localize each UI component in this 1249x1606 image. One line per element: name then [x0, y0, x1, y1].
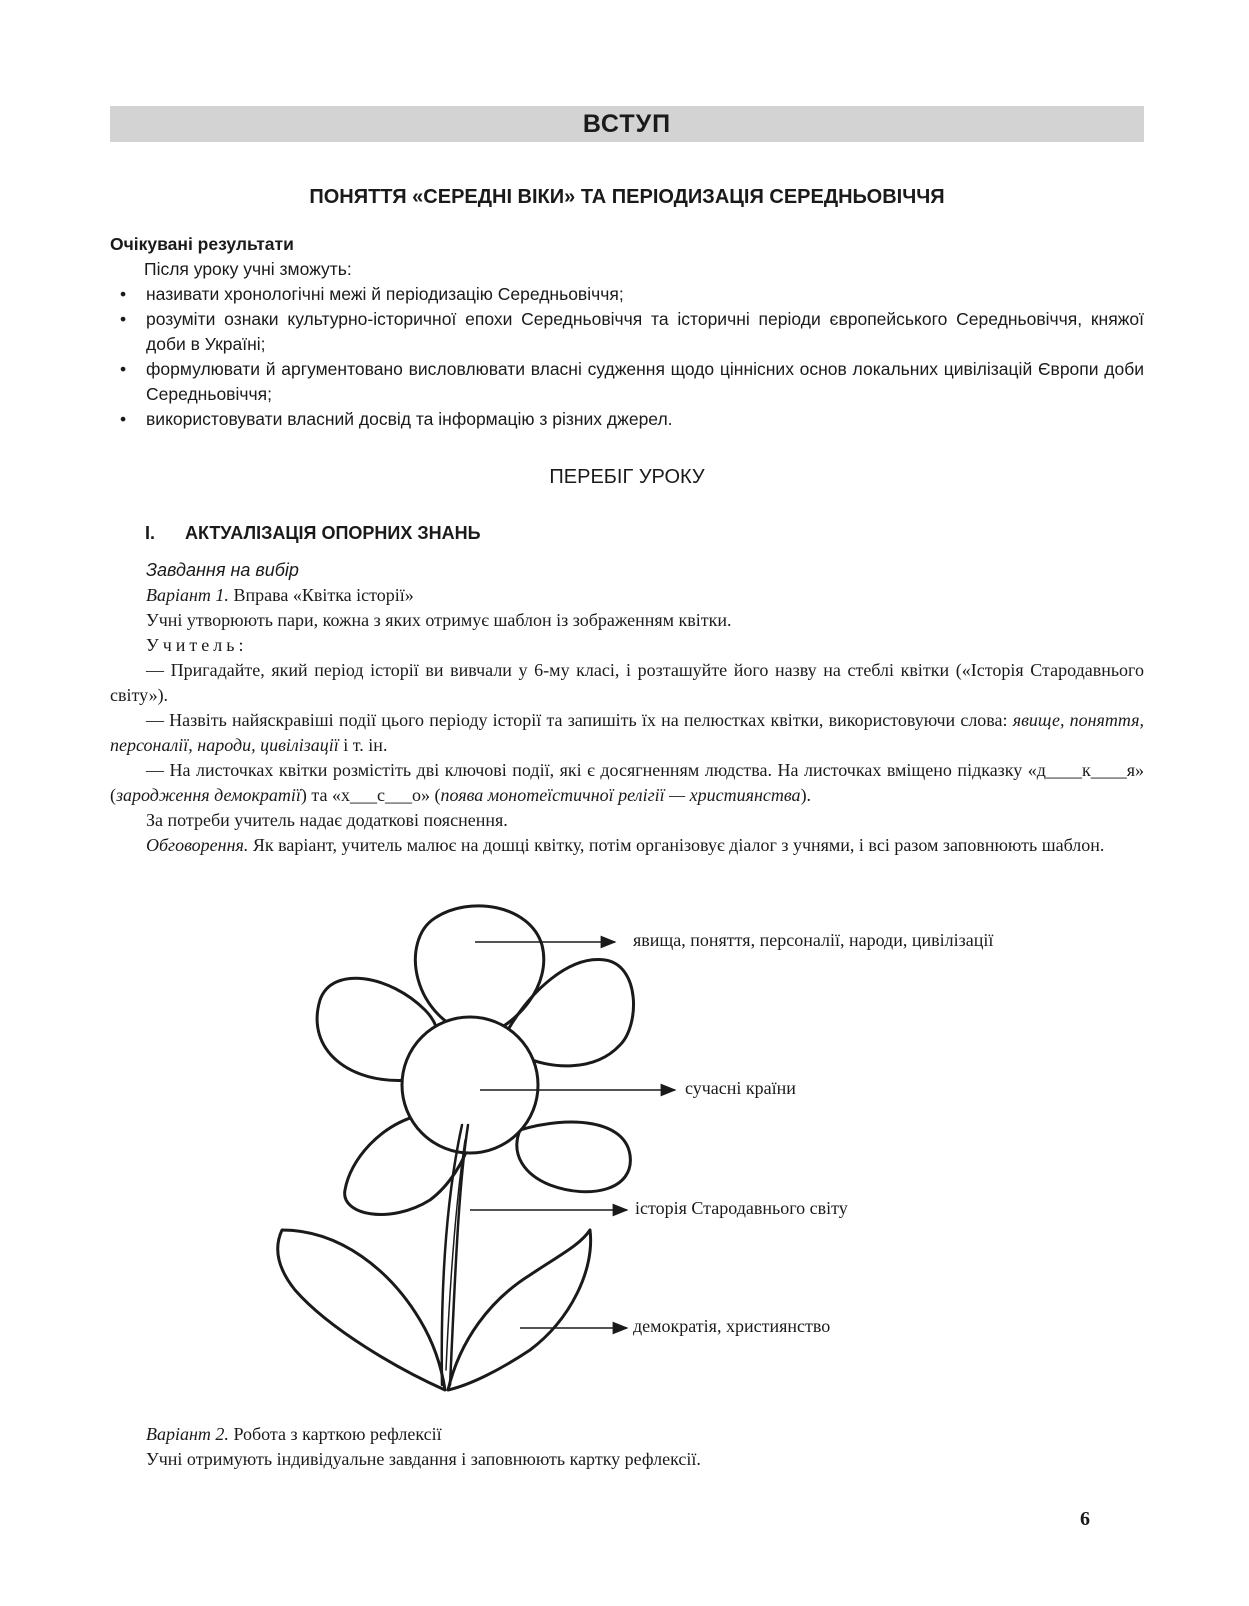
- label-center: сучасні країни: [685, 1078, 796, 1098]
- section-title: ВСТУП: [110, 106, 1144, 142]
- q3-hint1: зародження демократії: [116, 785, 301, 805]
- q3-end: ).: [800, 785, 812, 805]
- teacher-label: Учитель:: [146, 635, 248, 655]
- stage-heading: [145, 523, 481, 544]
- course-heading: ПЕРЕБІГ УРОКУ: [549, 466, 705, 488]
- q3-mid: ) та «х___с___о» (: [300, 785, 441, 805]
- q3-hint2: поява монотеїстичної релігії — християнства: [440, 785, 801, 805]
- variant2-text: Учні отримують індивідуальне завдання і заповнюють картку рефлексії.: [146, 1449, 701, 1469]
- variant2-title: Робота з карткою рефлексії: [228, 1424, 442, 1444]
- variant2-section: [110, 1422, 1144, 1472]
- list-item: • розуміти ознаки культурно-історичної епохи Середньовіччя та історичні періоди європейського Середньовіччя, княжої доби в Україні;: [110, 307, 1144, 357]
- q2-start: — Назвіть найяскравіші події цього періоду історії та запишіть їх на пелюстках квітки, використовуючи слова:: [146, 710, 1013, 730]
- leaf-right: [448, 1230, 591, 1390]
- variant1-title: Вправа «Квітка історії»: [228, 585, 414, 605]
- list-item: • називати хронологічні межі й періодизацію Середньовіччя;: [110, 282, 1144, 307]
- q2-end: і т. ін.: [338, 735, 388, 755]
- list-item: • формулювати й аргументовано висловлювати власні судження щодо ціннісних основ локальних цивілізацій Європи доби Середньовіччя;: [110, 357, 1144, 407]
- question-2: [110, 708, 1144, 758]
- petal-right-lower: [517, 1122, 631, 1192]
- page-number: 6: [1080, 1508, 1090, 1530]
- label-stem: історія Стародавнього світу: [635, 1198, 848, 1218]
- discussion-text: Як варіант, учитель малює на дошці квітку, потім організовує діалог з учнями, і всі разом заповнюють шаблон.: [248, 835, 1105, 855]
- lesson-body: [110, 558, 1144, 858]
- variant2-label: Варіант 2.: [146, 1424, 229, 1444]
- flower-center: [402, 1017, 538, 1153]
- variant1-line: [110, 583, 1144, 608]
- q2-words: явище, поняття, персоналії, народи, цивілізації: [110, 710, 1144, 755]
- outcomes-heading: Очікувані результати: [110, 234, 294, 254]
- question-1: — Пригадайте, який період історії ви вивчали у 6-му класі, і розташуйте його назву на стеблі квітки («Історія Стародавнього світу»).: [110, 660, 1144, 705]
- discussion: [110, 833, 1144, 858]
- label-leaves: демократія, християнство: [633, 1316, 831, 1336]
- question-3: [110, 758, 1144, 808]
- choice-task: Завдання на вибір: [146, 560, 299, 580]
- pairs-text: Учні утворюють пари, кожна з яких отримує шаблон із зображенням квітки.: [146, 610, 732, 630]
- label-petals: явища, поняття, персоналії, народи, цивілізації: [633, 930, 994, 950]
- variant2-line: [110, 1422, 1144, 1447]
- list-item: • використовувати власний досвід та інформацію з різних джерел.: [110, 407, 1144, 432]
- stage-number: I.: [145, 523, 156, 543]
- q3-start: — На листочках квітки розмістіть дві ключові події, які є досягненням людства. На листочках вміщено підказку «д____к____я» (: [110, 760, 1144, 805]
- leaf-left: [278, 1230, 445, 1390]
- lesson-title: ПОНЯТТЯ «СЕРЕДНІ ВІКИ» ТА ПЕРІОДИЗАЦІЯ СЕРЕДНЬОВІЧЧЯ: [309, 186, 945, 208]
- variant1-label: Варіант 1.: [146, 585, 229, 605]
- stage-title: АКТУАЛІЗАЦІЯ ОПОРНИХ ЗНАНЬ: [185, 523, 481, 543]
- outcomes-list: [110, 282, 1144, 432]
- expected-outcomes: [110, 232, 1144, 432]
- outcomes-intro: Після уроку учні зможуть:: [144, 259, 352, 279]
- discussion-label: Обговорення.: [146, 835, 249, 855]
- extra-explanations: За потреби учитель надає додаткові пояснення.: [146, 810, 508, 830]
